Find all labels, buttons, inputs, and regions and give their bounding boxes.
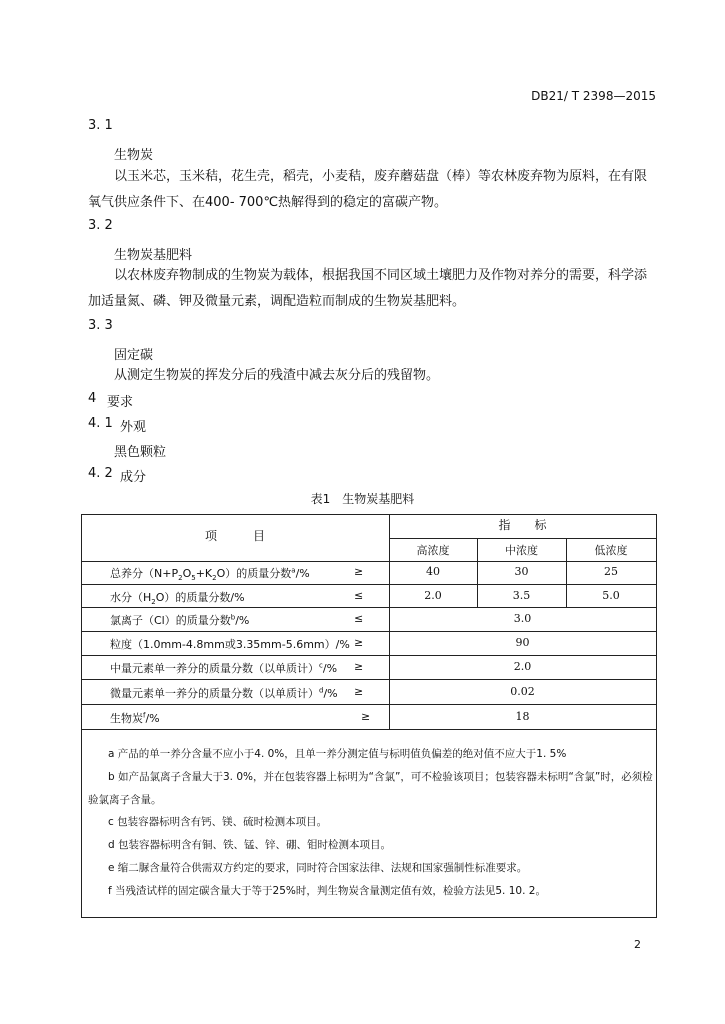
row-trace-elements-value: 0.02 (510, 685, 535, 698)
row-particle-size-label: 粒度（1.0mm-4.8mm或3.35mm-5.6mm）/% (110, 638, 350, 651)
row-particle-size-op: ≥ (354, 636, 364, 649)
row-water-mid: 3.5 (512, 589, 531, 602)
table-note-d: d 包装容器标明含有铜、铁、锰、锌、硼、钼时检测本项目。 (108, 839, 392, 851)
row-chloride-label: 氯离子（Cl）的质量分数$^b$/% (110, 613, 250, 627)
section-4-1-content: 黑色颗粒 (114, 445, 167, 460)
section-4-title: 要求 (107, 395, 134, 410)
row-secondary-elements-label: 中量元素单一养分的质量分数（以单质计）$^c$/% (110, 661, 338, 675)
row-total-nutrient-op: ≥ (354, 565, 364, 578)
row-total-nutrient-high: 40 (426, 565, 440, 578)
section-3-2-definition: 以农林废弃物制成的生物炭为载体，根据我国不同区域土壤肥力及作物对养分的需要，科学添加适量氮、磷、钾及微量元素，调配造粒而制成的生物炭基肥料。 (88, 268, 648, 309)
section-4-1-number: 4. 1 (88, 416, 113, 431)
row-biochar-label: 生物炭$^f$/% (110, 711, 160, 725)
section-4-2-title: 成分 (120, 470, 147, 485)
table-line (81, 631, 657, 632)
section-4-number: 4 (88, 391, 97, 406)
table-title: 表1 生物炭基肥料 (310, 492, 415, 506)
table-line (81, 607, 657, 608)
row-secondary-elements-op: ≥ (354, 660, 364, 673)
row-particle-size-value: 90 (515, 636, 530, 649)
row-trace-elements-op: ≥ (354, 685, 364, 698)
row-water-label: 水分$(H_2O)$的质量分数/% (110, 591, 245, 607)
row-biochar-value: 18 (515, 710, 530, 723)
section-4-1-title: 外观 (120, 420, 147, 435)
row-trace-elements-label: 微量元素单一养分的质量分数（以单质计）$^d$/% (110, 686, 338, 700)
section-3-2-term: 生物炭基肥料 (114, 248, 193, 263)
standard-code: DB21/ T 2398—2015 (531, 89, 656, 103)
table-note-f: f 当残渣试样的固定碳含量大于等于25%时，判生物炭含量测定值有效，检验方法见5. 10. 2。 (108, 885, 546, 897)
table-col-mid: 中浓度 (505, 544, 538, 557)
section-4-2-number: 4. 2 (88, 466, 113, 481)
table-line (81, 655, 657, 656)
section-3-2-number: 3. 2 (88, 218, 113, 233)
table-line (81, 584, 657, 585)
row-total-nutrient-label: 总养分$(N+P_2O_5+K_2O)$的质量分数$^a$/% (110, 566, 310, 583)
section-3-3-definition: 从测定生物炭的挥发分后的残渣中减去灰分后的残留物。 (114, 368, 440, 383)
row-total-nutrient-low: 25 (604, 565, 618, 578)
row-water-high: 2.0 (424, 589, 442, 602)
section-3-3-number: 3. 3 (88, 318, 113, 333)
section-3-1-number: 3. 1 (88, 118, 113, 133)
table-header-item: 项 目 (204, 529, 265, 543)
row-total-nutrient-mid: 30 (514, 565, 529, 578)
section-3-1-term: 生物炭 (114, 148, 154, 163)
table-note-b: b 如产品氯离子含量大于3. 0%，并在包装容器上标明为“含氯”，可不检验该项目；包装容器未标明“含氯”时，必须检验氯离子含量。 (88, 771, 653, 806)
page-number: 2 (634, 938, 641, 951)
row-biochar-op: ≥ (361, 710, 371, 723)
row-chloride-value: 3.0 (513, 612, 532, 625)
row-water-low: 5.0 (602, 589, 620, 602)
row-secondary-elements-value: 2.0 (513, 660, 532, 673)
section-3-1-definition: 以玉米芯，玉米秸，花生壳，稻壳，小麦秸，废弃蘑菇盘（棒）等农林废弃物为原料，在有限氧气供应条件下、在400- 700℃热解得到的稳定的富碳产物。 (88, 169, 648, 210)
table-line (389, 538, 656, 539)
table-line (81, 704, 657, 705)
table-note-e: e 缩二脲含量符合供需双方约定的要求，同时符合国家法律、法规和国家强制性标准要求。 (108, 862, 528, 874)
table-line (81, 729, 657, 730)
row-water-op: ≤ (354, 589, 364, 602)
table-note-c: c 包装容器标明含有钙、镁、硫时检测本项目。 (108, 816, 328, 828)
table-col-low: 低浓度 (594, 544, 628, 557)
table-note-a: a 产品的单一养分含量不应小于4. 0%，且单一养分测定值与标明值负偏差的绝对值不应大于1. 5% (108, 748, 567, 760)
section-3-3-term: 固定碳 (114, 348, 154, 363)
table-header-index: 指 标 (498, 518, 547, 532)
table-col-high: 高浓度 (416, 544, 450, 557)
row-chloride-op: ≤ (354, 612, 364, 625)
table-line (81, 679, 657, 680)
table-line (81, 561, 657, 562)
